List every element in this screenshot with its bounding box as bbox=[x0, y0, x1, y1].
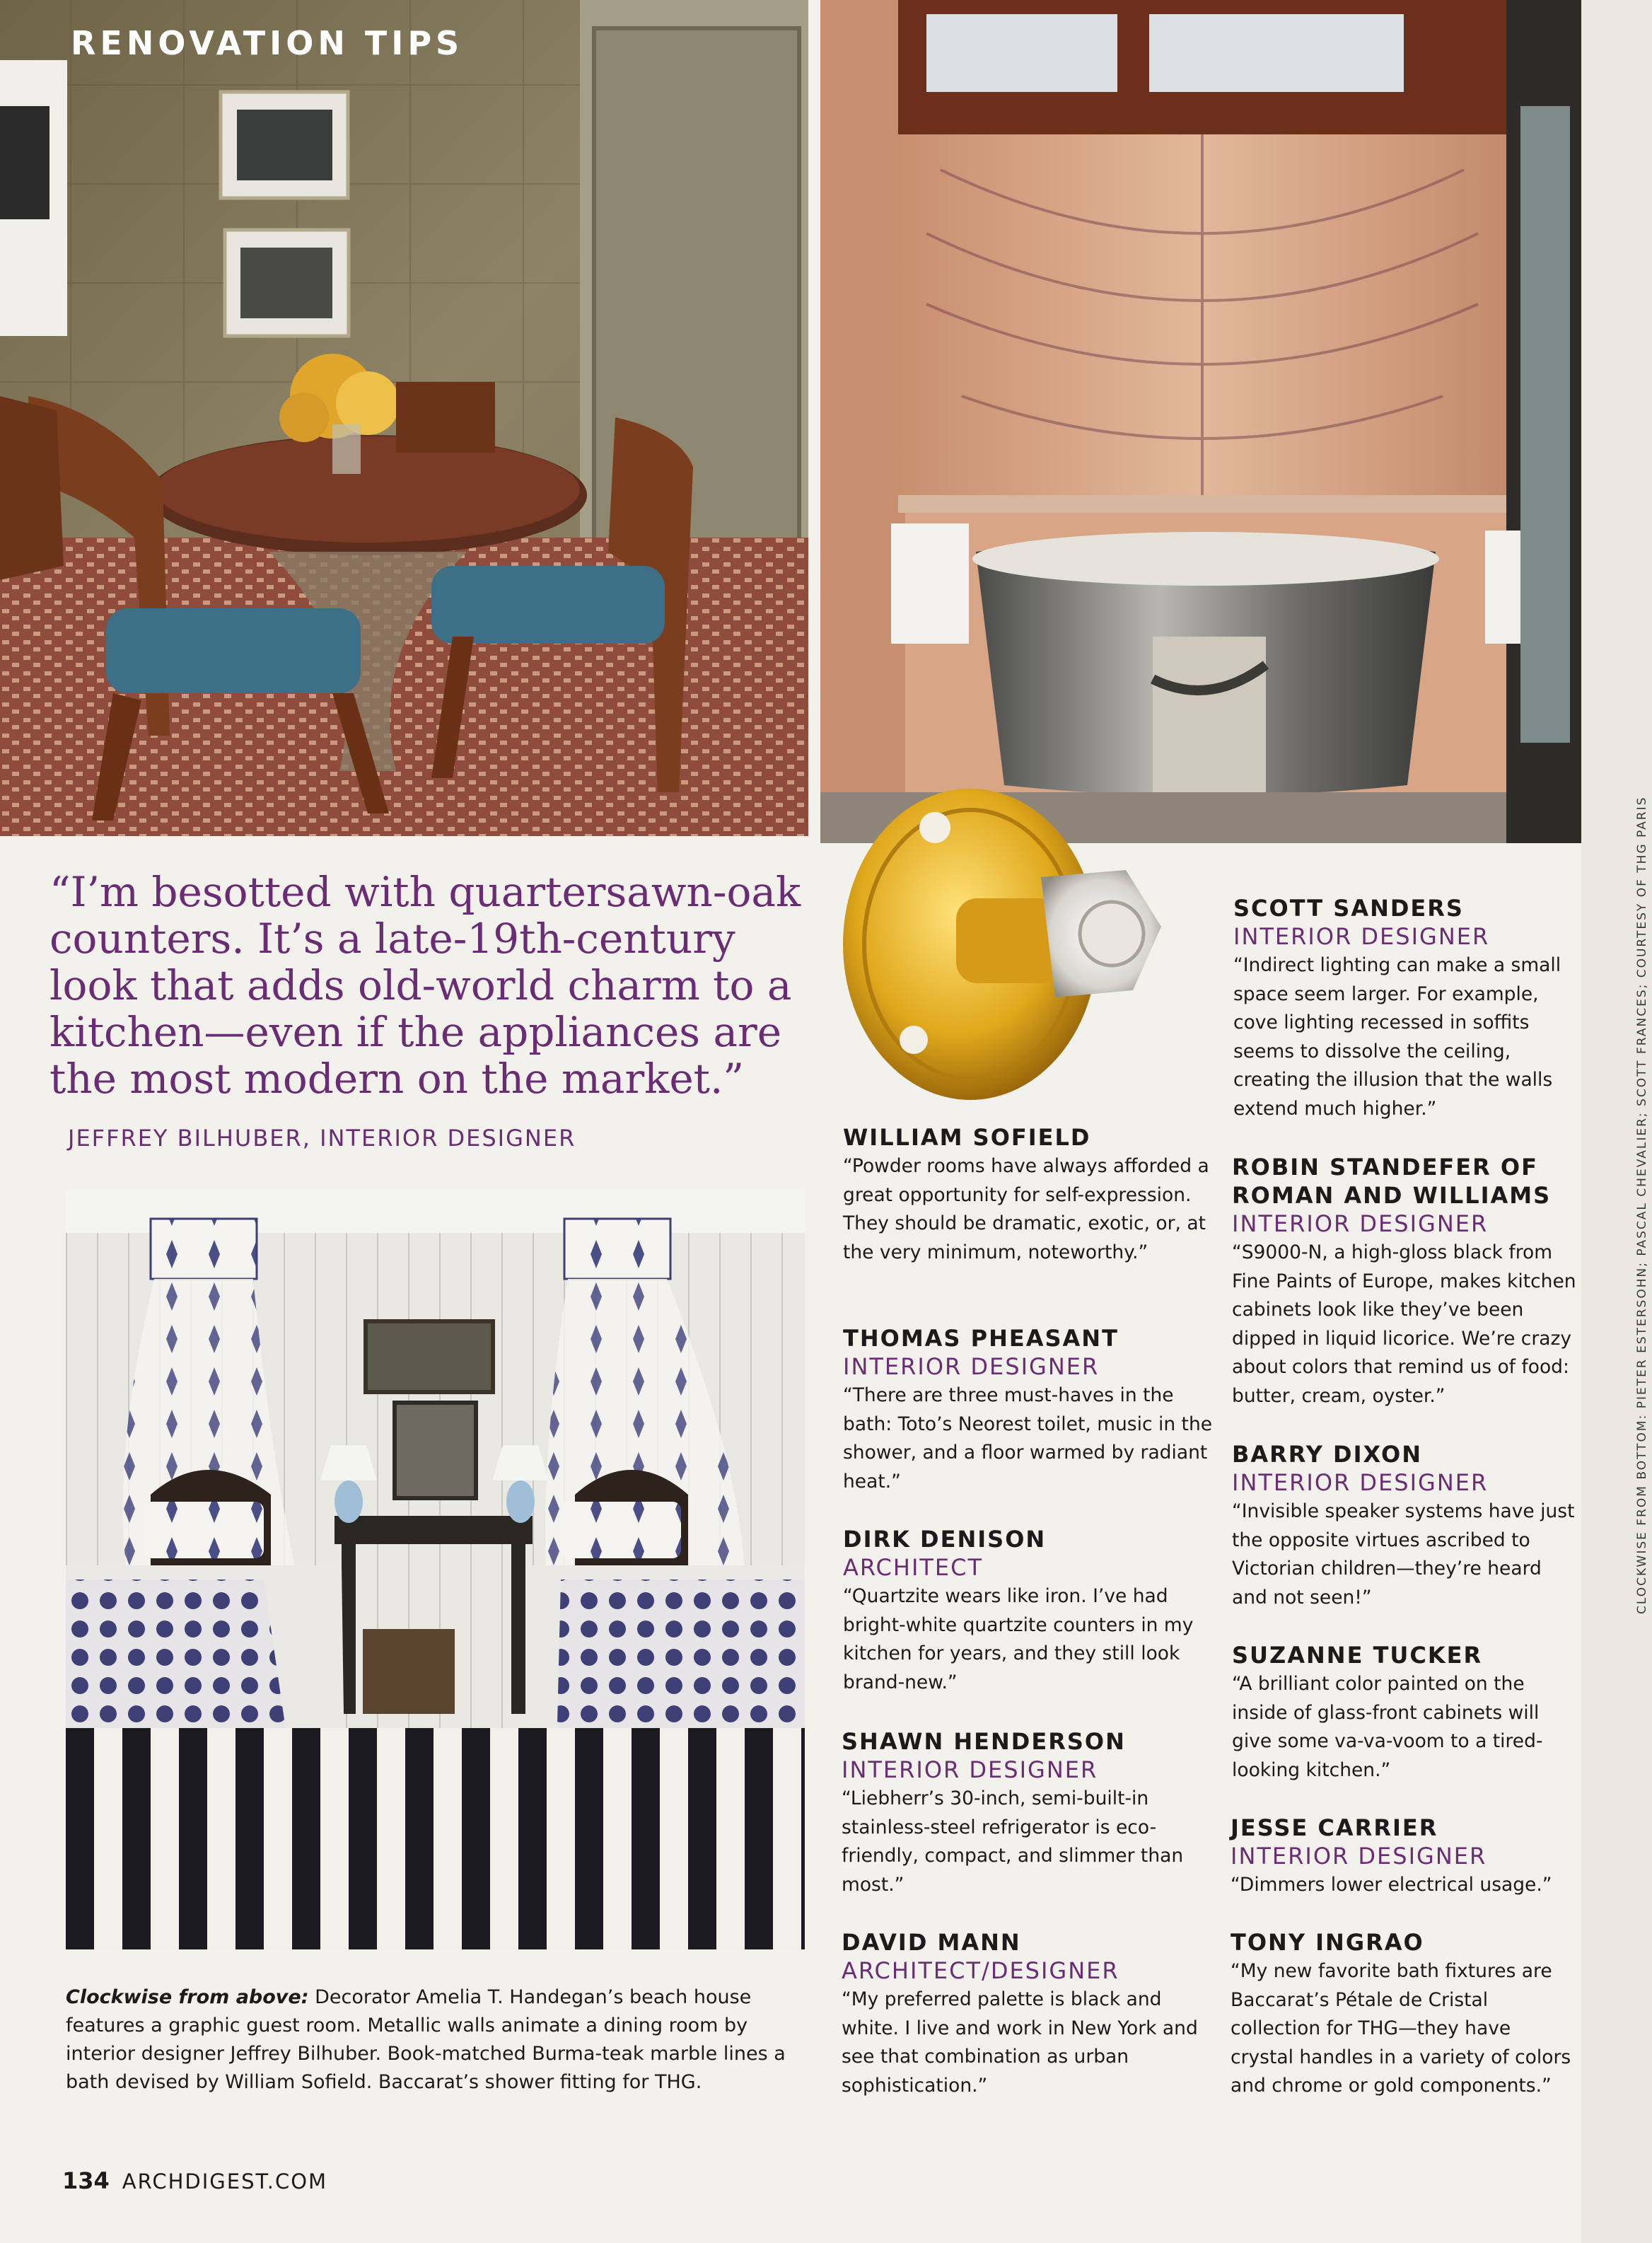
bath-photo bbox=[820, 0, 1581, 843]
tip-barry-dixon bbox=[1232, 1440, 1578, 1612]
tip-role: INTERIOR DESIGNER bbox=[1232, 1210, 1489, 1237]
tip-name: TONY INGRAO bbox=[1231, 1929, 1424, 1956]
tip-shawn-henderson bbox=[842, 1727, 1216, 1899]
page-number: 134 bbox=[62, 2167, 110, 2194]
tip-role: ARCHITECT/DESIGNER bbox=[842, 1957, 1119, 1984]
caption-text: Decorator Amelia T. Handegan’s beach house features a graphic guest room. Metallic walls animate a dining room by interior designer Jeffrey Bilhuber. Book-matched Burma-teak marble lines a bath devised by William Sofield. Baccarat’s shower fitting for THG. bbox=[66, 1986, 786, 2093]
tip-quote: “A brilliant color painted on the inside of glass-front cabinets will give some va-va-voom to a tired-looking kitchen.” bbox=[1232, 1673, 1543, 1781]
tip-quote: “There are three must-haves in the bath: Toto’s Neorest toilet, music in the shower, and a floor warmed by radiant heat.” bbox=[843, 1384, 1213, 1493]
tip-name: WILLIAM SOFIELD bbox=[843, 1124, 1091, 1151]
tip-name: DAVID MANN bbox=[842, 1929, 1021, 1956]
tip-jesse-carrier bbox=[1231, 1814, 1577, 1900]
tip-quote: “Indirect lighting can make a small space seem larger. For example, cove lighting recessed in soffits seems to dissolve the ceiling, creating the illusion that the walls extend much higher.” bbox=[1233, 954, 1561, 1120]
tip-quote: “Powder rooms have always afforded a great opportunity for self-expression. They should be dramatic, exotic, or, at the very minimum, noteworthy.” bbox=[843, 1155, 1209, 1263]
pull-quote-attribution: JEFFREY BILHUBER, INTERIOR DESIGNER bbox=[68, 1125, 576, 1152]
section-label: RENOVATION TIPS bbox=[71, 24, 464, 62]
tip-quote: “S9000-N, a high-gloss black from Fine Paints of Europe, makes kitchen cabinets look like they’ve been dipped in liquid licorice. We’re crazy about colors that remind us of food: butter, cream, oyster.” bbox=[1232, 1241, 1576, 1407]
tip-tony-ingrao bbox=[1231, 1928, 1577, 2101]
pull-quote: “I’m besotted with quartersawn-oak counters. It’s a late-19th-century look that adds old-world charm to a kitchen—even if the appliances are the most modern on the market.” bbox=[50, 868, 801, 1103]
tip-robin-standefer bbox=[1232, 1153, 1578, 1410]
page-folio bbox=[62, 2167, 327, 2194]
photo-caption bbox=[66, 1983, 812, 2097]
tip-name: SHAWN HENDERSON bbox=[842, 1728, 1126, 1755]
tip-quote: “My preferred palette is black and white. I live and work in New York and see that combination as urban sophistication.” bbox=[842, 1988, 1198, 2097]
tip-scott-sanders bbox=[1233, 894, 1580, 1123]
tip-thomas-pheasant bbox=[843, 1324, 1218, 1496]
site-url: ARCHDIGEST.COM bbox=[122, 2169, 328, 2193]
tip-david-mann bbox=[842, 1928, 1216, 2100]
tip-name: SCOTT SANDERS bbox=[1233, 895, 1464, 922]
tip-name: DIRK DENISON bbox=[843, 1526, 1047, 1553]
tip-name: JESSE CARRIER bbox=[1231, 1814, 1438, 1841]
tip-role: ARCHITECT bbox=[843, 1554, 984, 1581]
tip-quote: “Quartzite wears like iron. I’ve had bright-white quartzite counters in my kitchen for years, and they still look brand-new.” bbox=[843, 1585, 1194, 1693]
caption-lead: Clockwise from above: bbox=[66, 1986, 309, 2008]
tip-quote: “Liebherr’s 30-inch, semi-built-in stainless-steel refrigerator is eco-friendly, compact, and slimmer than most.” bbox=[842, 1787, 1184, 1896]
tip-role: INTERIOR DESIGNER bbox=[1232, 1469, 1489, 1496]
tip-name: BARRY DIXON bbox=[1232, 1441, 1422, 1468]
tip-quote: “Invisible speaker systems have just the opposite virtues ascribed to Victorian children—they’re heard and not seen!” bbox=[1232, 1500, 1575, 1609]
shower-fitting-photo bbox=[829, 771, 1199, 1103]
tip-role: INTERIOR DESIGNER bbox=[1233, 923, 1490, 950]
tip-name: THOMAS PHEASANT bbox=[843, 1325, 1119, 1352]
tip-william-sofield bbox=[843, 1123, 1218, 1267]
tip-role: INTERIOR DESIGNER bbox=[842, 1756, 1098, 1783]
tip-name: ROBIN STANDEFER OF ROMAN AND WILLIAMS bbox=[1232, 1154, 1552, 1209]
tip-quote: “Dimmers lower electrical usage.” bbox=[1231, 1874, 1552, 1896]
dining-room-photo bbox=[0, 0, 808, 836]
tip-quote: “My new favorite bath fixtures are Baccarat’s Pétale de Cristal collection for THG—they have crystal handles in a variety of colors and chrome or gold components.” bbox=[1231, 1960, 1571, 2097]
bedroom-photo bbox=[66, 1190, 805, 1949]
tip-suzanne-tucker bbox=[1232, 1641, 1578, 1785]
tip-role: INTERIOR DESIGNER bbox=[1231, 1843, 1487, 1870]
tip-name: SUZANNE TUCKER bbox=[1232, 1642, 1483, 1669]
tip-role: INTERIOR DESIGNER bbox=[843, 1353, 1100, 1380]
photo-credits: CLOCKWISE FROM BOTTOM: PIETER ESTERSOHN; PASCAL CHEVALIER; SCOTT FRANCES; COURTESY OF THG PARIS bbox=[1635, 796, 1649, 1614]
tip-dirk-denison bbox=[843, 1525, 1218, 1697]
